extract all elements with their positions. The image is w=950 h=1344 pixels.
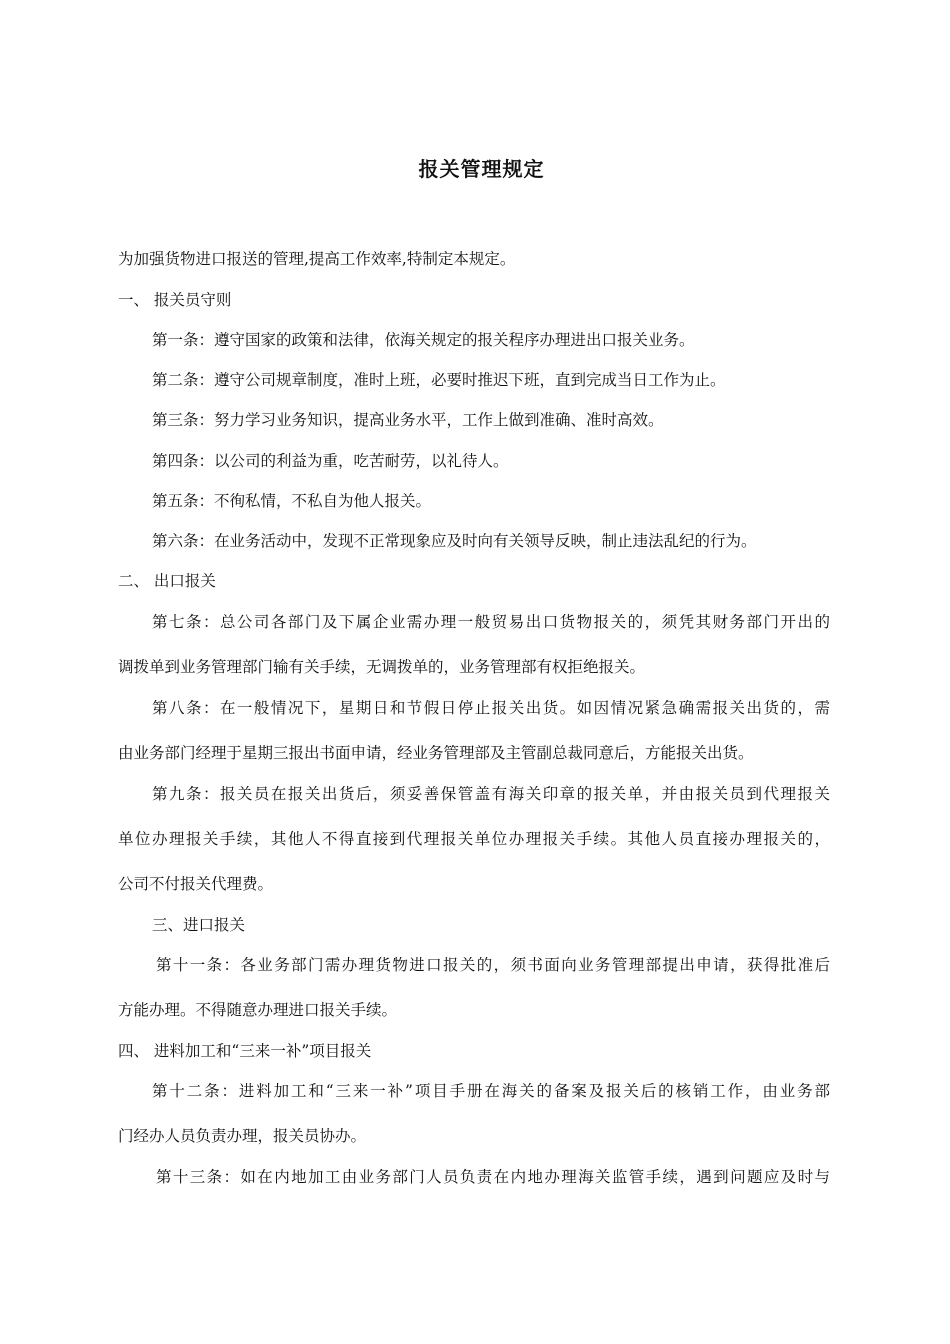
article-12-line-1	[152, 1081, 830, 1101]
article-3: 第三条：努力学习业务知识，提高业务水平，工作上做到准确、准时高效。	[152, 411, 664, 429]
article-9-line-2-text: 单位办理报关手续，其他人不得直接到代理报关单位办理报关手续。其他人员直接办理报关的，	[118, 830, 830, 848]
article-9-line-2	[118, 829, 830, 849]
article-8-line-1	[152, 698, 830, 718]
article-13-line-1	[156, 1167, 830, 1187]
section-heading-3: 三、进口报关	[152, 916, 246, 934]
article-12-line-1-text: 第十二条：进料加工和“三来一补”项目手册在海关的备案及报关后的核销工作，由业务部	[152, 1082, 830, 1100]
article-7-line-1	[152, 612, 830, 632]
article-2: 第二条：遵守公司规章制度，准时上班，必要时推迟下班，直到完成当日工作为止。	[152, 371, 726, 389]
article-8-line-1-text: 第八条：在一般情况下，星期日和节假日停止报关出货。如因情况紧急确需报关出货的，需	[152, 699, 830, 717]
article-6: 第六条：在业务活动中，发现不正常现象应及时向有关领导反映，制止违法乱纪的行为。	[152, 532, 757, 550]
section-heading-4: 四、 进料加工和“三来一补”项目报关	[118, 1042, 372, 1060]
article-5: 第五条：不徇私情，不私自为他人报关。	[152, 492, 432, 510]
article-11-line-1	[156, 955, 830, 975]
article-7-line-2: 调拨单到业务管理部门输有关手续，无调拨单的，业务管理部有权拒绝报关。	[118, 658, 646, 676]
section-heading-1: 一、 报关员守则	[118, 291, 232, 309]
article-9-line-3: 公司不付报关代理费。	[118, 875, 274, 893]
article-13-line-1-text: 第十三条：如在内地加工由业务部门人员负责在内地办理海关监管手续，遇到问题应及时与	[156, 1168, 830, 1186]
article-11-line-1-text: 第十一条：各业务部门需办理货物进口报关的，须书面向业务管理部提出申请，获得批准后	[156, 956, 830, 974]
article-9-line-1	[152, 784, 830, 804]
article-1: 第一条：遵守国家的政策和法律，依海关规定的报关程序办理进出口报关业务。	[152, 331, 695, 349]
intro-paragraph: 为加强货物进口报送的管理,提高工作效率,特制定本规定。	[118, 250, 516, 268]
article-9-line-1-text: 第九条：报关员在报关出货后，须妥善保管盖有海关印章的报关单，并由报关员到代理报关	[152, 785, 830, 803]
article-11-line-2: 方能办理。不得随意办理进口报关手续。	[118, 1001, 398, 1019]
section-heading-2: 二、 出口报关	[118, 572, 216, 590]
article-4: 第四条：以公司的利益为重，吃苦耐劳，以礼待人。	[152, 452, 509, 470]
article-8-line-2: 由业务部门经理于星期三报出书面申请，经业务管理部及主管副总裁同意后，方能报关出货。	[118, 744, 754, 762]
article-12-line-2: 门经办人员负责办理，报关员协办。	[118, 1127, 367, 1145]
article-7-line-1-text: 第七条：总公司各部门及下属企业需办理一般贸易出口货物报关的，须凭其财务部门开出的	[152, 613, 830, 631]
document-title: 报关管理规定	[418, 157, 545, 181]
